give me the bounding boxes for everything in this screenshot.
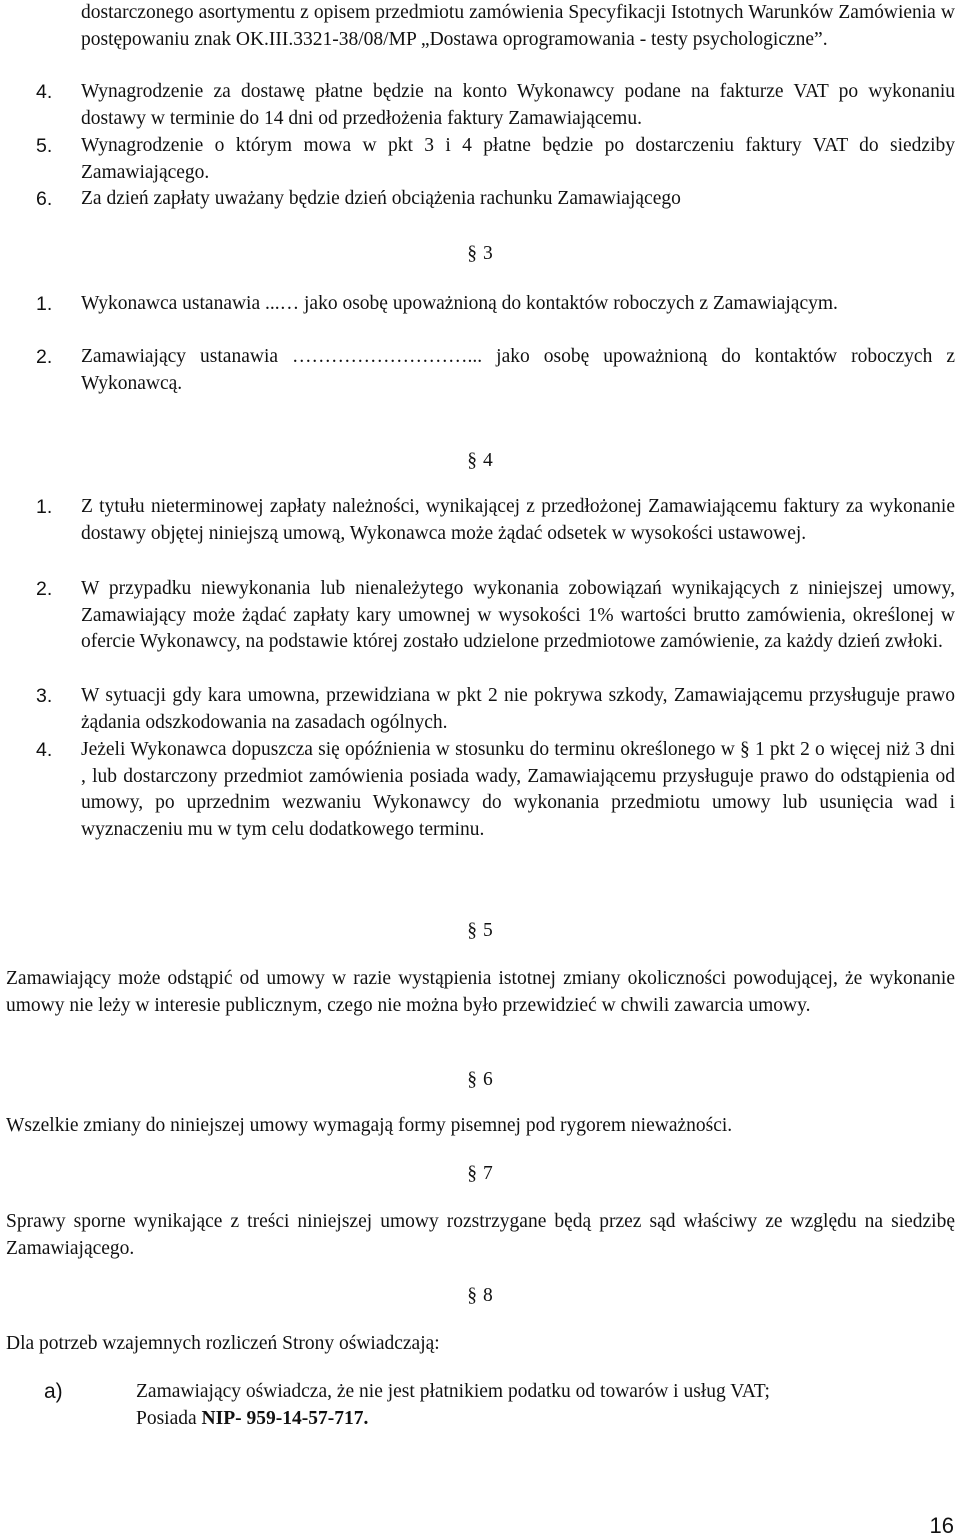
paragraph: Dla potrzeb wzajemnych rozliczeń Strony oświadczają: xyxy=(6,1333,440,1354)
section-heading-3 xyxy=(0,241,960,268)
section-symbol: § xyxy=(467,450,477,471)
section-number: 7 xyxy=(483,1163,493,1184)
continuation-text xyxy=(36,0,955,53)
list-number: 6. xyxy=(36,188,53,210)
list-number: 3. xyxy=(36,685,53,707)
section-symbol: § xyxy=(467,920,477,941)
section-symbol: § xyxy=(467,1285,477,1306)
list-item xyxy=(36,291,955,318)
list-item xyxy=(44,1379,955,1432)
list-text xyxy=(136,1379,955,1432)
list-number: 4. xyxy=(36,739,53,761)
list-number: 1. xyxy=(36,293,53,315)
list-number: 4. xyxy=(36,81,53,103)
section-heading-8 xyxy=(0,1283,960,1310)
list-text: Z tytułu nieterminowej zapłaty należności, wynikającej z przedłożonej Zamawiającemu faktury za wykonanie dostawy objętej niniejszą umową, Wykonawca może żądać odsetek w wysokości ustawowej. xyxy=(81,496,955,544)
paragraph: Zamawiający może odstąpić od umowy w razie wystąpienia istotnej zmiany okoliczności powodującej, że wykonanie umowy nie leży w interesie publicznym, czego nie można było przewidzieć w chwili zawarcia umowy. xyxy=(6,968,955,1016)
list-item xyxy=(36,576,955,656)
nip-number: NIP- 959-14-57-717. xyxy=(201,1407,369,1429)
section-symbol: § xyxy=(467,1069,477,1090)
paragraph: Wszelkie zmiany do niniejszej umowy wymagają formy pisemnej pod rygorem nieważności. xyxy=(6,1115,733,1136)
list-text: W sytuacji gdy kara umowna, przewidziana w pkt 2 nie pokrywa szkody, Zamawiającemu przysługuje prawo żądania odszkodowania na zasadach ogólnych. xyxy=(81,685,955,733)
list-item xyxy=(36,79,955,132)
list-text: Za dzień zapłaty uważany będzie dzień obciążenia rachunku Zamawiającego xyxy=(81,188,681,209)
vat-statement: Zamawiający oświadcza, że nie jest płatnikiem podatku od towarów i usług VAT; xyxy=(136,1381,770,1402)
list-text: Wynagrodzenie o którym mowa w pkt 3 i 4 płatne będzie po dostarczeniu faktury VAT do siedziby Zamawiającego. xyxy=(81,135,955,183)
page-number: 16 xyxy=(929,1513,954,1538)
list-letter: a) xyxy=(44,1380,63,1403)
section-number: 4 xyxy=(483,450,493,471)
list-item xyxy=(36,344,955,397)
list-item xyxy=(36,494,955,547)
list-text: Wykonawca ustanawia ...… jako osobę upoważnioną do kontaktów roboczych z Zamawiającym. xyxy=(81,293,838,314)
section-number: 8 xyxy=(483,1285,493,1306)
section-symbol: § xyxy=(467,243,477,264)
section-heading-6 xyxy=(0,1067,960,1094)
section-number: 3 xyxy=(483,243,493,264)
list-item xyxy=(36,133,955,186)
list-item xyxy=(36,737,955,843)
section-number: 5 xyxy=(483,920,493,941)
list-number: 5. xyxy=(36,135,53,157)
list-text: Zamawiający ustanawia ………………………... jako osobę upoważnioną do kontaktów roboczych z Wykonawcą. xyxy=(81,346,955,394)
list-text: Wynagrodzenie za dostawę płatne będzie na konto Wykonawcy podane na fakturze VAT po wykonaniu dostawy w terminie do 14 dni od przedłożenia faktury Zamawiającemu. xyxy=(81,81,955,129)
section-number: 6 xyxy=(483,1069,493,1090)
section-heading-7 xyxy=(0,1161,960,1188)
list-text: Jeżeli Wykonawca dopuszcza się opóźnienia w stosunku do terminu określonego w § 1 pkt 2 o więcej niż 3 dni , lub dostarczony przedmiot zamówienia posiada wady, Zamawiającemu przysługuje prawo do odstąpienia od umowy, po uprzednim wezwaniu Wykonawcy do wykonania przedmiotu umowy lub usunięcia wad i wyznaczeniu mu w tym celu dodatkowego terminu. xyxy=(81,739,955,840)
section-symbol: § xyxy=(467,1163,477,1184)
list-number: 1. xyxy=(36,496,53,518)
list-number: 2. xyxy=(36,346,53,368)
list-item xyxy=(36,186,955,213)
paragraph: Sprawy sporne wynikające z treści niniejszej umowy rozstrzygane będą przez sąd właściwy ze względu na siedzibę Zamawiającego. xyxy=(6,1211,955,1259)
section-heading-4 xyxy=(0,448,960,475)
continuation-body: dostarczonego asortymentu z opisem przedmiotu zamówienia Specyfikacji Istotnych Warunków Zamówienia w postępowaniu znak OK.III.3321-38/08/MP „Dostawa oprogramowania - testy psychologiczne”. xyxy=(81,2,955,50)
list-item xyxy=(36,683,955,736)
nip-prefix: Posiada xyxy=(136,1407,202,1429)
list-text: W przypadku niewykonania lub nienależytego wykonania zobowiązań wynikających z niniejszej umowy, Zamawiający może żądać zapłaty kary umownej w wysokości 1% wartości brutto zamówienia, określonej w ofercie Wykonawcy, na podstawie której zostało udzielone przedmiotowe zamówienie, za każdy dzień zwłoki. xyxy=(81,578,955,652)
section-heading-5 xyxy=(0,918,960,945)
list-number: 2. xyxy=(36,578,53,600)
